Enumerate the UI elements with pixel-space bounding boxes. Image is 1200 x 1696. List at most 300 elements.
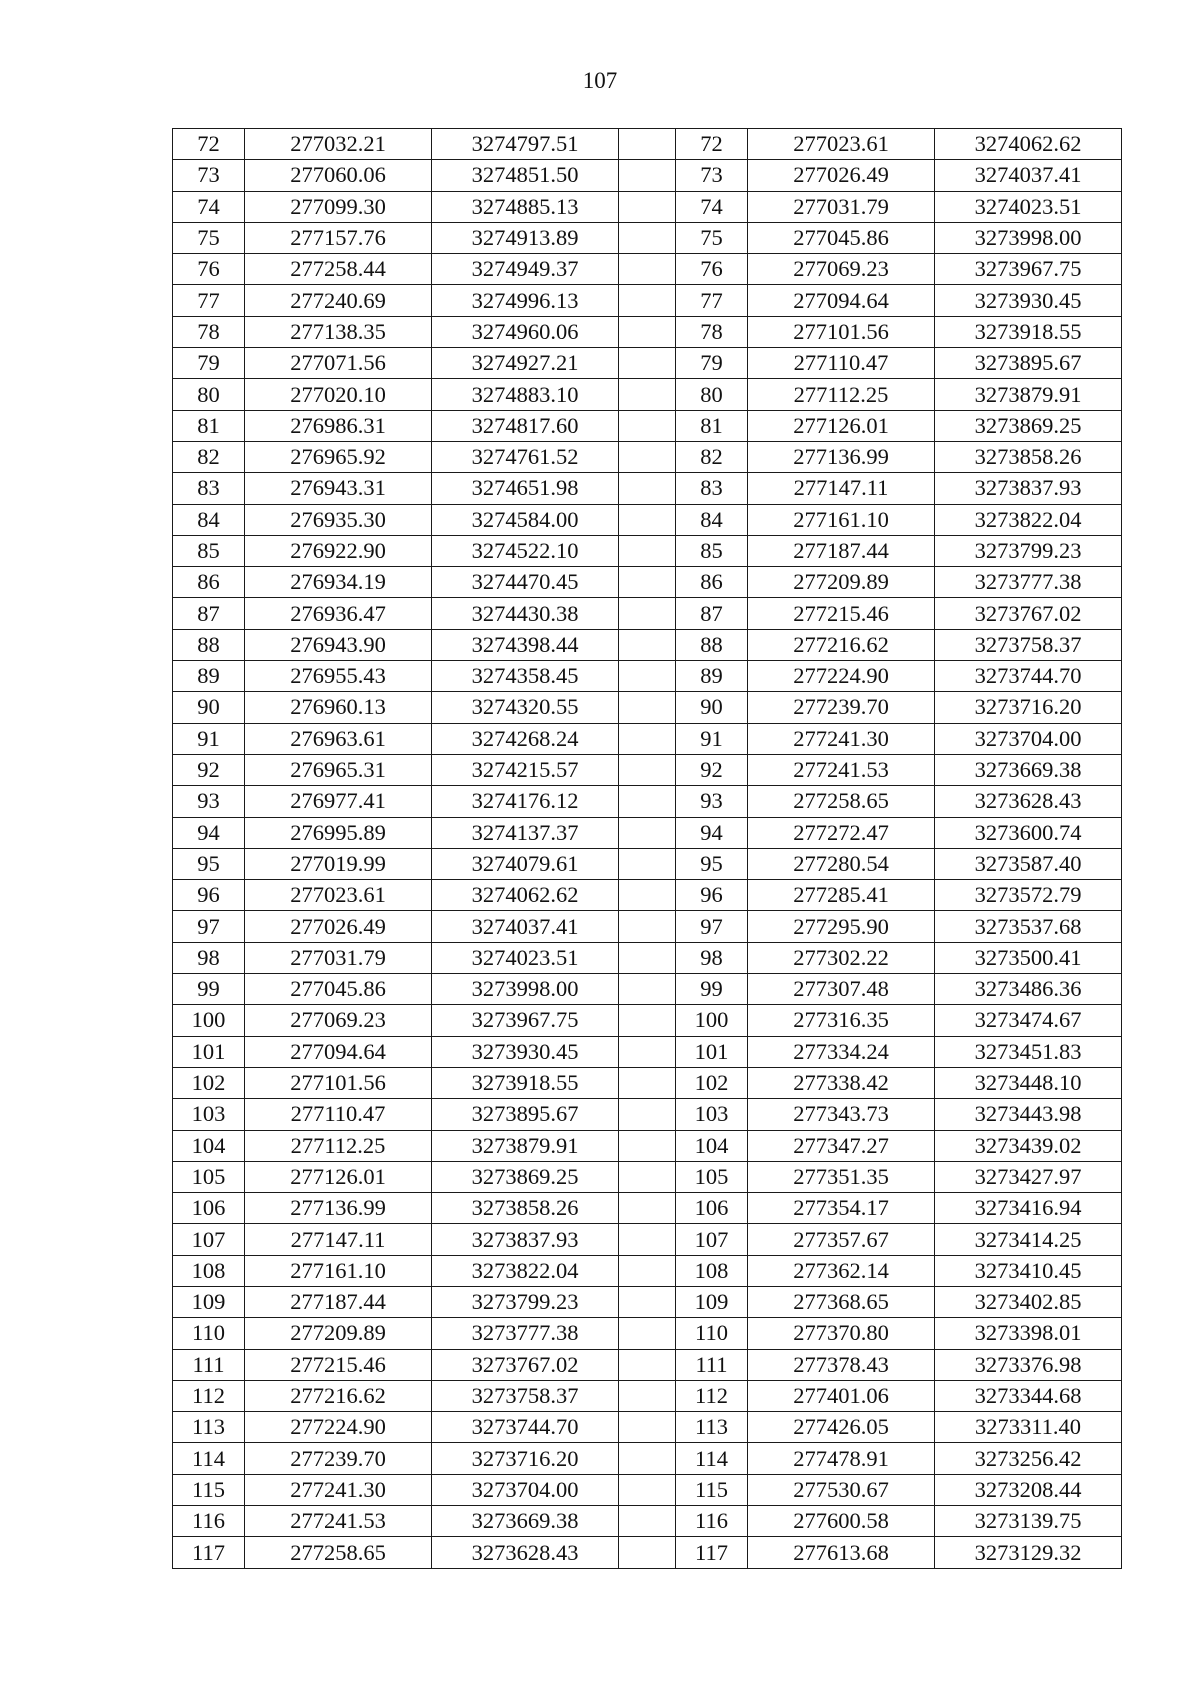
left-y-coordinate: 3273716.20 <box>432 1443 619 1474</box>
right-x-coordinate: 277401.06 <box>748 1380 935 1411</box>
left-point-number: 75 <box>173 222 245 253</box>
table-row <box>173 1537 1122 1568</box>
table-row <box>173 129 1122 160</box>
right-y-coordinate: 3273139.75 <box>935 1506 1122 1537</box>
left-y-coordinate: 3274430.38 <box>432 598 619 629</box>
right-x-coordinate: 277216.62 <box>748 629 935 660</box>
left-y-coordinate: 3273967.75 <box>432 1005 619 1036</box>
right-x-coordinate: 277224.90 <box>748 661 935 692</box>
gap-cell <box>619 316 676 347</box>
left-point-number: 86 <box>173 567 245 598</box>
right-x-coordinate: 277613.68 <box>748 1537 935 1568</box>
right-point-number: 80 <box>676 379 748 410</box>
left-y-coordinate: 3274651.98 <box>432 473 619 504</box>
right-x-coordinate: 277112.25 <box>748 379 935 410</box>
right-point-number: 87 <box>676 598 748 629</box>
gap-cell <box>619 1506 676 1537</box>
gap-cell <box>619 1193 676 1224</box>
right-y-coordinate: 3273208.44 <box>935 1474 1122 1505</box>
left-point-number: 98 <box>173 942 245 973</box>
left-x-coordinate: 276960.13 <box>245 692 432 723</box>
left-y-coordinate: 3273628.43 <box>432 1537 619 1568</box>
right-x-coordinate: 277378.43 <box>748 1349 935 1380</box>
right-x-coordinate: 277241.53 <box>748 754 935 785</box>
left-y-coordinate: 3274358.45 <box>432 661 619 692</box>
left-x-coordinate: 277161.10 <box>245 1255 432 1286</box>
right-y-coordinate: 3273744.70 <box>935 661 1122 692</box>
left-x-coordinate: 277126.01 <box>245 1161 432 1192</box>
gap-cell <box>619 254 676 285</box>
right-point-number: 102 <box>676 1067 748 1098</box>
gap-cell <box>619 473 676 504</box>
left-x-coordinate: 277239.70 <box>245 1443 432 1474</box>
left-x-coordinate: 276963.61 <box>245 723 432 754</box>
left-y-coordinate: 3274913.89 <box>432 222 619 253</box>
gap-cell <box>619 285 676 316</box>
right-x-coordinate: 277285.41 <box>748 880 935 911</box>
right-y-coordinate: 3273600.74 <box>935 817 1122 848</box>
left-y-coordinate: 3274949.37 <box>432 254 619 285</box>
right-x-coordinate: 277069.23 <box>748 254 935 285</box>
left-point-number: 97 <box>173 911 245 942</box>
right-point-number: 75 <box>676 222 748 253</box>
table-row <box>173 817 1122 848</box>
right-point-number: 98 <box>676 942 748 973</box>
gap-cell <box>619 880 676 911</box>
table-row <box>173 473 1122 504</box>
right-point-number: 110 <box>676 1318 748 1349</box>
gap-cell <box>619 348 676 379</box>
gap-cell <box>619 848 676 879</box>
gap-cell <box>619 504 676 535</box>
left-y-coordinate: 3274137.37 <box>432 817 619 848</box>
left-y-coordinate: 3274761.52 <box>432 441 619 472</box>
gap-cell <box>619 1130 676 1161</box>
right-y-coordinate: 3273777.38 <box>935 567 1122 598</box>
left-x-coordinate: 277026.49 <box>245 911 432 942</box>
right-y-coordinate: 3273402.85 <box>935 1286 1122 1317</box>
left-point-number: 117 <box>173 1537 245 1568</box>
left-point-number: 100 <box>173 1005 245 1036</box>
left-point-number: 92 <box>173 754 245 785</box>
right-y-coordinate: 3273669.38 <box>935 754 1122 785</box>
left-x-coordinate: 277032.21 <box>245 129 432 160</box>
left-x-coordinate: 276965.31 <box>245 754 432 785</box>
table-row <box>173 1255 1122 1286</box>
gap-cell <box>619 754 676 785</box>
right-x-coordinate: 277023.61 <box>748 129 935 160</box>
left-x-coordinate: 277147.11 <box>245 1224 432 1255</box>
left-point-number: 105 <box>173 1161 245 1192</box>
left-point-number: 87 <box>173 598 245 629</box>
right-point-number: 113 <box>676 1412 748 1443</box>
gap-cell <box>619 723 676 754</box>
left-x-coordinate: 277094.64 <box>245 1036 432 1067</box>
table-row <box>173 974 1122 1005</box>
coordinates-table-body <box>173 129 1122 1569</box>
right-y-coordinate: 3273822.04 <box>935 504 1122 535</box>
left-y-coordinate: 3273869.25 <box>432 1161 619 1192</box>
right-point-number: 84 <box>676 504 748 535</box>
left-x-coordinate: 277136.99 <box>245 1193 432 1224</box>
left-point-number: 109 <box>173 1286 245 1317</box>
right-point-number: 95 <box>676 848 748 879</box>
right-x-coordinate: 277307.48 <box>748 974 935 1005</box>
right-x-coordinate: 277368.65 <box>748 1286 935 1317</box>
left-point-number: 108 <box>173 1255 245 1286</box>
left-y-coordinate: 3274268.24 <box>432 723 619 754</box>
table-row <box>173 254 1122 285</box>
left-y-coordinate: 3274023.51 <box>432 942 619 973</box>
right-x-coordinate: 277101.56 <box>748 316 935 347</box>
gap-cell <box>619 817 676 848</box>
table-row <box>173 567 1122 598</box>
left-point-number: 103 <box>173 1099 245 1130</box>
left-point-number: 116 <box>173 1506 245 1537</box>
left-x-coordinate: 276943.90 <box>245 629 432 660</box>
right-point-number: 115 <box>676 1474 748 1505</box>
left-point-number: 73 <box>173 160 245 191</box>
left-point-number: 112 <box>173 1380 245 1411</box>
right-point-number: 96 <box>676 880 748 911</box>
left-y-coordinate: 3273744.70 <box>432 1412 619 1443</box>
left-y-coordinate: 3273879.91 <box>432 1130 619 1161</box>
gap-cell <box>619 692 676 723</box>
left-point-number: 94 <box>173 817 245 848</box>
left-y-coordinate: 3274797.51 <box>432 129 619 160</box>
table-row <box>173 942 1122 973</box>
right-x-coordinate: 277110.47 <box>748 348 935 379</box>
right-y-coordinate: 3273376.98 <box>935 1349 1122 1380</box>
right-y-coordinate: 3274037.41 <box>935 160 1122 191</box>
gap-cell <box>619 535 676 566</box>
right-y-coordinate: 3273572.79 <box>935 880 1122 911</box>
right-y-coordinate: 3273486.36 <box>935 974 1122 1005</box>
right-y-coordinate: 3273587.40 <box>935 848 1122 879</box>
left-x-coordinate: 277101.56 <box>245 1067 432 1098</box>
gap-cell <box>619 974 676 1005</box>
right-point-number: 78 <box>676 316 748 347</box>
left-y-coordinate: 3274883.10 <box>432 379 619 410</box>
gap-cell <box>619 1255 676 1286</box>
left-y-coordinate: 3274817.60 <box>432 410 619 441</box>
left-x-coordinate: 276943.31 <box>245 473 432 504</box>
left-x-coordinate: 277045.86 <box>245 974 432 1005</box>
right-x-coordinate: 277362.14 <box>748 1255 935 1286</box>
right-point-number: 117 <box>676 1537 748 1568</box>
right-y-coordinate: 3274062.62 <box>935 129 1122 160</box>
gap-cell <box>619 160 676 191</box>
right-x-coordinate: 277241.30 <box>748 723 935 754</box>
left-y-coordinate: 3273998.00 <box>432 974 619 1005</box>
table-row <box>173 1130 1122 1161</box>
left-y-coordinate: 3274320.55 <box>432 692 619 723</box>
left-y-coordinate: 3273895.67 <box>432 1099 619 1130</box>
right-point-number: 77 <box>676 285 748 316</box>
right-y-coordinate: 3273799.23 <box>935 535 1122 566</box>
right-y-coordinate: 3273439.02 <box>935 1130 1122 1161</box>
left-y-coordinate: 3274522.10 <box>432 535 619 566</box>
left-point-number: 91 <box>173 723 245 754</box>
left-y-coordinate: 3273837.93 <box>432 1224 619 1255</box>
left-point-number: 95 <box>173 848 245 879</box>
table-row <box>173 222 1122 253</box>
right-y-coordinate: 3273410.45 <box>935 1255 1122 1286</box>
right-y-coordinate: 3273474.67 <box>935 1005 1122 1036</box>
right-point-number: 89 <box>676 661 748 692</box>
right-point-number: 103 <box>676 1099 748 1130</box>
right-x-coordinate: 277347.27 <box>748 1130 935 1161</box>
table-row <box>173 786 1122 817</box>
left-x-coordinate: 276995.89 <box>245 817 432 848</box>
right-y-coordinate: 3273858.26 <box>935 441 1122 472</box>
left-x-coordinate: 277258.44 <box>245 254 432 285</box>
right-point-number: 114 <box>676 1443 748 1474</box>
right-x-coordinate: 277126.01 <box>748 410 935 441</box>
right-point-number: 112 <box>676 1380 748 1411</box>
left-x-coordinate: 277060.06 <box>245 160 432 191</box>
table-row <box>173 1067 1122 1098</box>
right-point-number: 107 <box>676 1224 748 1255</box>
left-point-number: 83 <box>173 473 245 504</box>
right-x-coordinate: 277239.70 <box>748 692 935 723</box>
right-y-coordinate: 3273344.68 <box>935 1380 1122 1411</box>
right-point-number: 73 <box>676 160 748 191</box>
left-x-coordinate: 277157.76 <box>245 222 432 253</box>
gap-cell <box>619 222 676 253</box>
left-x-coordinate: 277224.90 <box>245 1412 432 1443</box>
left-x-coordinate: 277069.23 <box>245 1005 432 1036</box>
table-row <box>173 1099 1122 1130</box>
right-x-coordinate: 277354.17 <box>748 1193 935 1224</box>
right-y-coordinate: 3273256.42 <box>935 1443 1122 1474</box>
table-row <box>173 1443 1122 1474</box>
gap-cell <box>619 441 676 472</box>
right-y-coordinate: 3273895.67 <box>935 348 1122 379</box>
left-x-coordinate: 276986.31 <box>245 410 432 441</box>
right-y-coordinate: 3273918.55 <box>935 316 1122 347</box>
right-x-coordinate: 277147.11 <box>748 473 935 504</box>
table-row <box>173 1036 1122 1067</box>
gap-cell <box>619 129 676 160</box>
left-y-coordinate: 3274398.44 <box>432 629 619 660</box>
left-y-coordinate: 3273822.04 <box>432 1255 619 1286</box>
table-row <box>173 848 1122 879</box>
right-point-number: 94 <box>676 817 748 848</box>
right-x-coordinate: 277136.99 <box>748 441 935 472</box>
left-y-coordinate: 3273918.55 <box>432 1067 619 1098</box>
table-row <box>173 1506 1122 1537</box>
right-point-number: 72 <box>676 129 748 160</box>
right-point-number: 79 <box>676 348 748 379</box>
left-point-number: 111 <box>173 1349 245 1380</box>
table-row <box>173 880 1122 911</box>
left-x-coordinate: 277216.62 <box>245 1380 432 1411</box>
right-x-coordinate: 277351.35 <box>748 1161 935 1192</box>
table-row <box>173 160 1122 191</box>
left-point-number: 89 <box>173 661 245 692</box>
gap-cell <box>619 379 676 410</box>
right-y-coordinate: 3273869.25 <box>935 410 1122 441</box>
gap-cell <box>619 598 676 629</box>
gap-cell <box>619 1318 676 1349</box>
left-point-number: 84 <box>173 504 245 535</box>
table-row <box>173 535 1122 566</box>
right-point-number: 109 <box>676 1286 748 1317</box>
left-x-coordinate: 277071.56 <box>245 348 432 379</box>
left-x-coordinate: 277209.89 <box>245 1318 432 1349</box>
left-x-coordinate: 277241.53 <box>245 1506 432 1537</box>
gap-cell <box>619 1443 676 1474</box>
left-x-coordinate: 276965.92 <box>245 441 432 472</box>
gap-cell <box>619 1412 676 1443</box>
right-point-number: 106 <box>676 1193 748 1224</box>
right-point-number: 104 <box>676 1130 748 1161</box>
gap-cell <box>619 1537 676 1568</box>
table-row <box>173 410 1122 441</box>
right-x-coordinate: 277295.90 <box>748 911 935 942</box>
gap-cell <box>619 191 676 222</box>
right-y-coordinate: 3273416.94 <box>935 1193 1122 1224</box>
left-y-coordinate: 3273669.38 <box>432 1506 619 1537</box>
left-x-coordinate: 277020.10 <box>245 379 432 410</box>
table-row <box>173 1474 1122 1505</box>
left-y-coordinate: 3274584.00 <box>432 504 619 535</box>
left-y-coordinate: 3273767.02 <box>432 1349 619 1380</box>
right-x-coordinate: 277370.80 <box>748 1318 935 1349</box>
gap-cell <box>619 629 676 660</box>
page-number: 107 <box>582 68 618 93</box>
coordinates-table <box>172 128 1122 1569</box>
table-row <box>173 191 1122 222</box>
right-y-coordinate: 3273427.97 <box>935 1161 1122 1192</box>
left-point-number: 82 <box>173 441 245 472</box>
left-y-coordinate: 3274215.57 <box>432 754 619 785</box>
gap-cell <box>619 942 676 973</box>
left-y-coordinate: 3274885.13 <box>432 191 619 222</box>
left-point-number: 96 <box>173 880 245 911</box>
table-row <box>173 598 1122 629</box>
gap-cell <box>619 911 676 942</box>
left-y-coordinate: 3273799.23 <box>432 1286 619 1317</box>
right-y-coordinate: 3273448.10 <box>935 1067 1122 1098</box>
left-point-number: 114 <box>173 1443 245 1474</box>
gap-cell <box>619 1349 676 1380</box>
left-y-coordinate: 3273704.00 <box>432 1474 619 1505</box>
right-x-coordinate: 277357.67 <box>748 1224 935 1255</box>
left-y-coordinate: 3274062.62 <box>432 880 619 911</box>
left-x-coordinate: 277023.61 <box>245 880 432 911</box>
left-x-coordinate: 277099.30 <box>245 191 432 222</box>
right-y-coordinate: 3273537.68 <box>935 911 1122 942</box>
table-row <box>173 1349 1122 1380</box>
left-y-coordinate: 3274470.45 <box>432 567 619 598</box>
right-point-number: 97 <box>676 911 748 942</box>
left-point-number: 88 <box>173 629 245 660</box>
right-x-coordinate: 277045.86 <box>748 222 935 253</box>
right-x-coordinate: 277334.24 <box>748 1036 935 1067</box>
left-y-coordinate: 3274851.50 <box>432 160 619 191</box>
left-x-coordinate: 276922.90 <box>245 535 432 566</box>
table-row <box>173 348 1122 379</box>
right-x-coordinate: 277272.47 <box>748 817 935 848</box>
gap-cell <box>619 1036 676 1067</box>
gap-cell <box>619 1286 676 1317</box>
left-point-number: 102 <box>173 1067 245 1098</box>
table-row <box>173 723 1122 754</box>
right-point-number: 99 <box>676 974 748 1005</box>
right-x-coordinate: 277530.67 <box>748 1474 935 1505</box>
right-point-number: 88 <box>676 629 748 660</box>
table-row <box>173 661 1122 692</box>
right-x-coordinate: 277280.54 <box>748 848 935 879</box>
left-x-coordinate: 276955.43 <box>245 661 432 692</box>
gap-cell <box>619 1005 676 1036</box>
right-x-coordinate: 277031.79 <box>748 191 935 222</box>
table-row <box>173 379 1122 410</box>
right-point-number: 85 <box>676 535 748 566</box>
right-x-coordinate: 277161.10 <box>748 504 935 535</box>
table-row <box>173 1412 1122 1443</box>
left-point-number: 90 <box>173 692 245 723</box>
right-y-coordinate: 3273930.45 <box>935 285 1122 316</box>
left-y-coordinate: 3274960.06 <box>432 316 619 347</box>
right-x-coordinate: 277343.73 <box>748 1099 935 1130</box>
right-x-coordinate: 277478.91 <box>748 1443 935 1474</box>
gap-cell <box>619 786 676 817</box>
right-point-number: 93 <box>676 786 748 817</box>
right-point-number: 81 <box>676 410 748 441</box>
left-point-number: 99 <box>173 974 245 1005</box>
left-point-number: 104 <box>173 1130 245 1161</box>
gap-cell <box>619 1099 676 1130</box>
table-row <box>173 1224 1122 1255</box>
right-y-coordinate: 3274023.51 <box>935 191 1122 222</box>
left-point-number: 72 <box>173 129 245 160</box>
right-y-coordinate: 3273443.98 <box>935 1099 1122 1130</box>
right-y-coordinate: 3273129.32 <box>935 1537 1122 1568</box>
table-row <box>173 1161 1122 1192</box>
left-x-coordinate: 276977.41 <box>245 786 432 817</box>
gap-cell <box>619 1161 676 1192</box>
left-point-number: 77 <box>173 285 245 316</box>
right-point-number: 100 <box>676 1005 748 1036</box>
right-y-coordinate: 3273758.37 <box>935 629 1122 660</box>
gap-cell <box>619 1474 676 1505</box>
gap-cell <box>619 1224 676 1255</box>
right-point-number: 108 <box>676 1255 748 1286</box>
right-y-coordinate: 3273414.25 <box>935 1224 1122 1255</box>
right-point-number: 76 <box>676 254 748 285</box>
table-row <box>173 1193 1122 1224</box>
table-row <box>173 504 1122 535</box>
left-point-number: 110 <box>173 1318 245 1349</box>
left-point-number: 107 <box>173 1224 245 1255</box>
left-y-coordinate: 3273777.38 <box>432 1318 619 1349</box>
right-x-coordinate: 277187.44 <box>748 535 935 566</box>
left-y-coordinate: 3274996.13 <box>432 285 619 316</box>
right-point-number: 86 <box>676 567 748 598</box>
left-point-number: 80 <box>173 379 245 410</box>
left-point-number: 115 <box>173 1474 245 1505</box>
right-y-coordinate: 3273998.00 <box>935 222 1122 253</box>
right-x-coordinate: 277258.65 <box>748 786 935 817</box>
right-y-coordinate: 3273704.00 <box>935 723 1122 754</box>
left-point-number: 101 <box>173 1036 245 1067</box>
right-point-number: 74 <box>676 191 748 222</box>
table-row <box>173 692 1122 723</box>
right-y-coordinate: 3273767.02 <box>935 598 1122 629</box>
